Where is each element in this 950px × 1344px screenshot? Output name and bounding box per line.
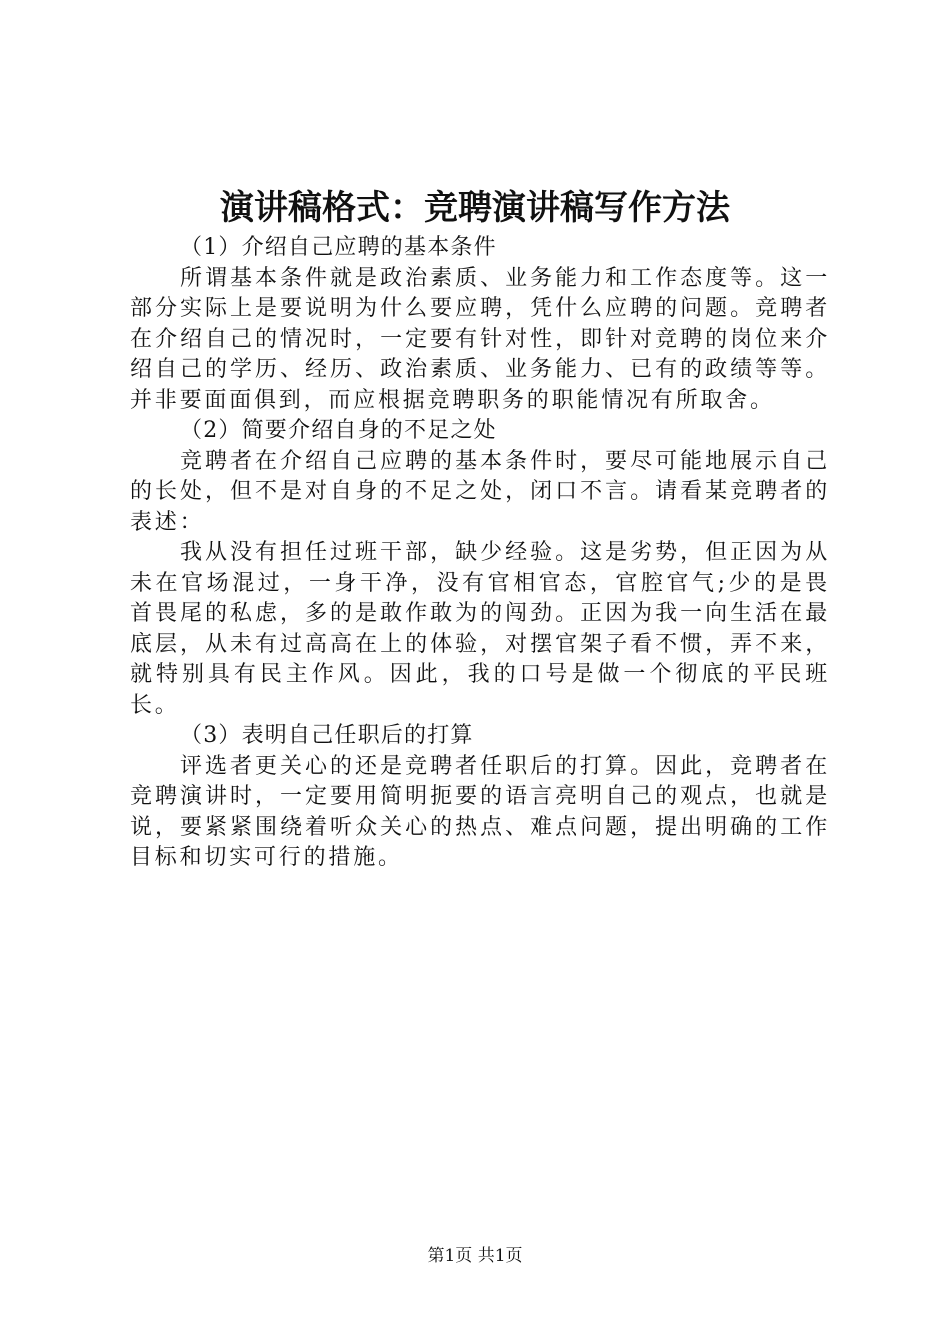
section-heading-2: （2）简要介绍自身的不足之处 xyxy=(180,418,497,443)
document-body xyxy=(130,233,830,874)
paragraph-shortcomings: 竞聘者在介绍自己应聘的基本条件时，要尽可能地展示自己的长处，但不是对自身的不足之处，闭口不言。请看某竞聘者的表述： xyxy=(130,448,830,535)
paragraph-basic-conditions: 所谓基本条件就是政治素质、业务能力和工作态度等。这一部分实际上是要说明为什么要应聘，凭什么应聘的问题。竞聘者在介绍自己的情况时，一定要有针对性，即针对竞聘的岗位来介绍自己的学历、经历、政治素质、业务能力、已有的政绩等等。并非要面面俱到，而应根据竞聘职务的职能情况有所取舍。 xyxy=(130,265,830,413)
page-footer: 第1页 共1页 xyxy=(427,1246,523,1266)
paragraph-plans: 评选者更关心的还是竞聘者任职后的打算。因此，竞聘者在竞聘演讲时，一定要用简明扼要的语言亮明自己的观点，也就是说，要紧紧围绕着听众关心的热点、难点问题，提出明确的工作目标和切实可行的措施。 xyxy=(130,753,830,870)
section-heading-3: （3）表明自己任职后的打算 xyxy=(180,723,474,748)
section-heading-1: （1）介绍自己应聘的基本条件 xyxy=(180,235,497,260)
paragraph-example-quote: 我从没有担任过班干部，缺少经验。这是劣势，但正因为从未在官场混过，一身干净，没有官相官态，官腔官气;少的是畏首畏尾的私虑，多的是敢作敢为的闯劲。正因为我一向生活在最底层，从未有过高高在上的体验，对摆官架子看不惯，弄不来，就特别具有民主作风。因此，我的口号是做一个彻底的平民班长。 xyxy=(130,540,830,718)
document-title: 演讲稿格式：竞聘演讲稿写作方法 xyxy=(220,188,730,228)
